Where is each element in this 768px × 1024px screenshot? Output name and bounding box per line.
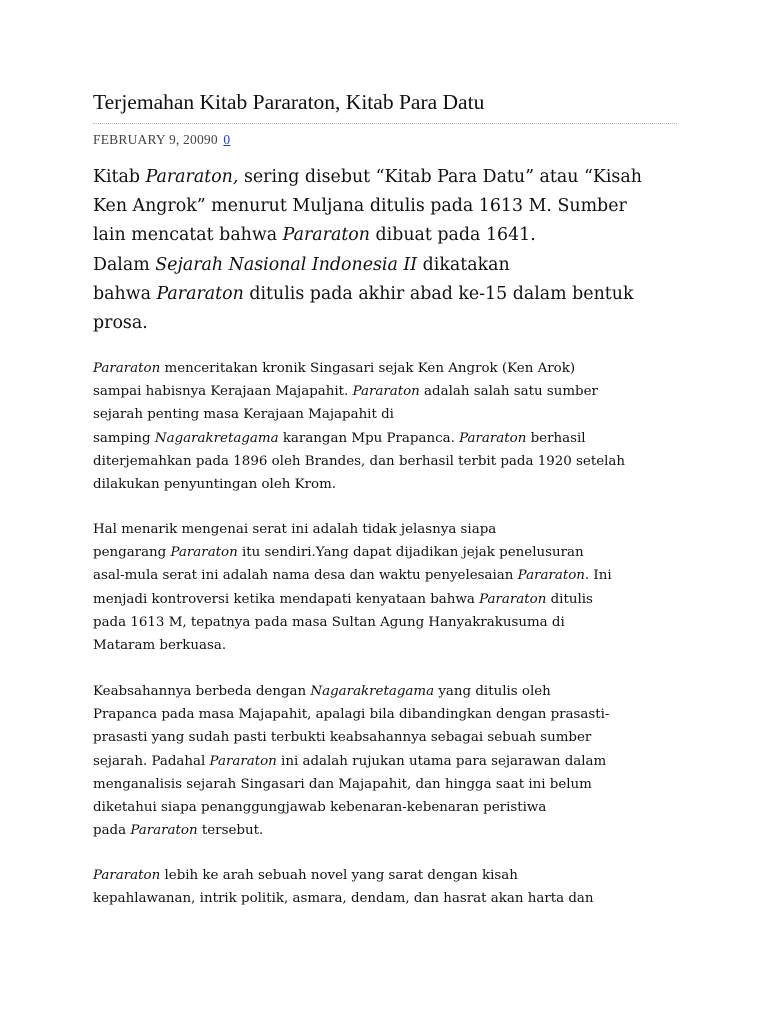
comments-link[interactable]: 0 xyxy=(223,132,231,147)
text-run: asal-mula serat ini adalah nama desa dan waktu penyelesaian xyxy=(93,568,518,584)
text-run: pengarang xyxy=(93,545,171,561)
text-run: karangan Mpu Prapanca. xyxy=(278,430,460,446)
italic-title-text: Pararaton xyxy=(130,823,198,839)
post-meta xyxy=(93,131,230,149)
text-run: yang ditulis oleh xyxy=(434,684,551,699)
text-run: kepahlawanan, intrik politik, asmara, dendam, dan hasrat akan harta dan xyxy=(93,891,594,907)
text-run: menceritakan kronik Singasari sejak Ken Angrok (Ken Arok) xyxy=(160,361,576,376)
text-run: dibuat pada 1641. xyxy=(369,225,536,246)
text-run: tersebut. xyxy=(197,823,264,839)
text-run: sejarah penting masa Kerajaan Majapahit di xyxy=(93,407,394,423)
italic-title-text: Sejarah Nasional Indonesia II xyxy=(155,254,418,275)
italic-title-text: Pararaton xyxy=(170,545,238,561)
text-run: Dalam xyxy=(93,254,156,275)
text-run: Keabsahannya berbeda dengan xyxy=(93,684,311,699)
italic-title-text: Pararaton xyxy=(479,591,547,607)
text-run: diketahui siapa penanggungjawab kebenaran-kebenaran peristiwa xyxy=(93,800,547,816)
text-run: sampai habisnya Kerajaan Majapahit. xyxy=(93,384,353,400)
text-run: menjadi kontroversi ketika mendapati kenyataan bahwa xyxy=(93,591,480,607)
text-run: Mataram berkuasa. xyxy=(93,638,227,654)
text-run: ini adalah rujukan utama para sejarawan dalam xyxy=(276,753,607,769)
post-title: Terjemahan Kitab Pararaton, Kitab Para Datu xyxy=(93,90,485,114)
post-date: FEBRUARY 9, 20090 xyxy=(93,132,218,147)
italic-title-text: Nagarakretagama xyxy=(310,684,435,699)
text-run: lebih ke arah sebuah novel yang sarat dengan kisah xyxy=(160,868,518,883)
lead-paragraph xyxy=(93,163,683,338)
text-run: Hal menarik mengenai serat ini adalah tidak jelasnya siapa xyxy=(93,522,497,537)
text-run: ditulis xyxy=(546,591,593,607)
text-run: Prapanca pada masa Majapahit, apalagi bila dibandingkan dengan prasasti- xyxy=(93,707,610,723)
body-paragraph xyxy=(93,357,683,496)
italic-title-text: Nagarakretagama xyxy=(154,430,279,446)
text-run: itu sendiri.Yang dapat dijadikan jejak penelusuran xyxy=(237,545,584,561)
text-run: bahwa xyxy=(93,283,157,304)
text-run: menganalisis sejarah Singasari dan Majapahit, dan hingga saat ini belum xyxy=(93,776,592,792)
body-paragraph xyxy=(93,864,683,910)
text-run: pada xyxy=(93,823,131,839)
text-run: lain mencatat bahwa xyxy=(93,225,283,246)
text-run: diterjemahkan pada 1896 oleh Brandes, dan berhasil terbit pada 1920 setelah xyxy=(93,453,626,469)
italic-title-text: Pararaton xyxy=(517,568,585,584)
italic-title-text: Pararaton xyxy=(156,283,244,304)
text-run: prasasti yang sudah pasti terbukti keabsahannya sebagai sebuah sumber xyxy=(93,730,592,746)
text-run: Kitab xyxy=(93,167,146,187)
text-run: dikatakan xyxy=(417,254,510,275)
italic-title-text: Pararaton xyxy=(93,361,161,376)
text-run: . Ini xyxy=(584,568,612,584)
title-divider xyxy=(93,123,677,124)
text-run: berhasil xyxy=(526,430,586,446)
text-run: Ken Angrok” menurut Muljana ditulis pada 1613 M. Sumber xyxy=(93,196,627,217)
text-run: adalah salah satu sumber xyxy=(419,384,598,400)
italic-title-text: Pararaton xyxy=(93,868,161,883)
italic-title-text: Pararaton xyxy=(209,753,277,769)
text-run: prosa. xyxy=(93,313,148,334)
body-paragraph xyxy=(93,518,683,657)
text-run: ditulis pada akhir abad ke-15 dalam bentuk xyxy=(243,283,634,304)
italic-title-text: Pararaton xyxy=(282,225,370,246)
text-run: dilakukan penyuntingan oleh Krom. xyxy=(93,477,337,493)
italic-title-text: Pararaton xyxy=(459,430,527,446)
body-paragraph xyxy=(93,680,683,842)
text-run: sering disebut “Kitab Para Datu” atau “Kisah xyxy=(238,167,642,187)
text-run: samping xyxy=(93,430,155,446)
text-run: pada 1613 M, tepatnya pada masa Sultan Agung Hanyakrakusuma di xyxy=(93,614,565,630)
italic-title-text: Pararaton, xyxy=(145,167,239,187)
italic-title-text: Pararaton xyxy=(352,384,420,400)
text-run: sejarah. Padahal xyxy=(93,753,210,769)
